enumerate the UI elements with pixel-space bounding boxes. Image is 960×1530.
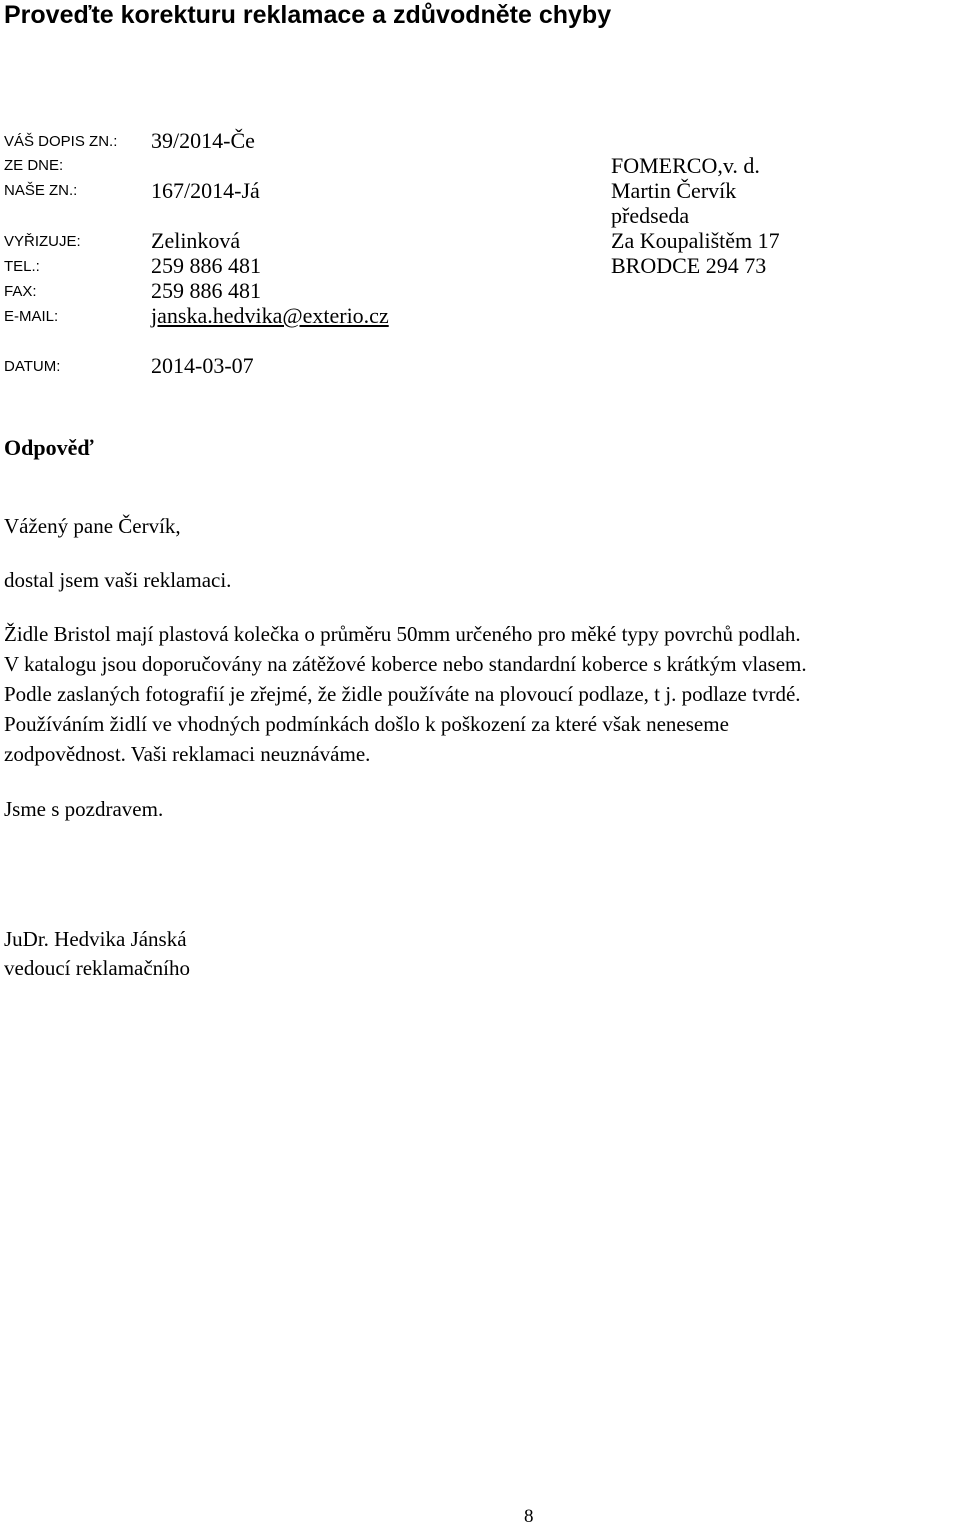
date-label: DATUM: <box>4 358 61 375</box>
letter-heading: Odpověď <box>4 435 94 460</box>
our-ref-value: 167/2014-Já <box>151 178 260 203</box>
recipient-role: předseda <box>611 203 690 228</box>
body-line: Podle zaslaných fotografií je zřejmé, že židle používáte na plovoucí podlaze, t j. podlaze tvrdé. <box>4 682 801 706</box>
recipient-city: BRODCE 294 73 <box>611 253 767 278</box>
salutation: Vážený pane Červík, <box>4 514 181 538</box>
body-line: Židle Bristol mají plastová kolečka o průměru 50mm určeného pro měké typy povrchů podlah. <box>4 622 801 646</box>
our-ref-label: NAŠE ZN.: <box>4 182 78 199</box>
fax-value: 259 886 481 <box>151 278 261 303</box>
intro-line: dostal jsem vaši reklamaci. <box>4 568 232 592</box>
recipient-company: FOMERCO,v. d. <box>611 153 760 178</box>
email-link[interactable]: janska.hedvika@exterio.cz <box>151 303 389 328</box>
body-line: V katalogu jsou doporučovány na zátěžové koberce nebo standardní koberce s krátkým vlasem. <box>4 652 807 676</box>
tel-value: 259 886 481 <box>151 253 261 278</box>
body-line: zodpovědnost. Vaši reklamaci neuznáváme. <box>4 742 371 766</box>
recipient-street: Za Koupalištěm 17 <box>611 228 780 253</box>
recipient-name: Martin Červík <box>611 178 737 203</box>
page-number: 8 <box>524 1506 534 1527</box>
fax-label: FAX: <box>4 283 37 300</box>
closing-line: Jsme s pozdravem. <box>4 797 164 821</box>
signer-name: JuDr. Hedvika Jánská <box>4 927 187 951</box>
page-title: Proveďte korekturu reklamace a zdůvodněte chyby <box>4 1 612 29</box>
handled-by-label: VYŘIZUJE: <box>4 233 81 250</box>
tel-label: TEL.: <box>4 258 40 275</box>
email-label: E-MAIL: <box>4 308 59 325</box>
date-value: 2014-03-07 <box>151 353 254 378</box>
date-of-label: ZE DNE: <box>4 157 64 174</box>
your-ref-value: 39/2014-Če <box>151 128 255 153</box>
signer-title: vedoucí reklamačního <box>4 956 191 980</box>
body-line: Používáním židlí ve vhodných podmínkách došlo k poškození za které však neneseme <box>4 712 729 736</box>
handled-by-value: Zelinková <box>151 228 241 253</box>
your-ref-label: VÁŠ DOPIS ZN.: <box>4 133 118 150</box>
